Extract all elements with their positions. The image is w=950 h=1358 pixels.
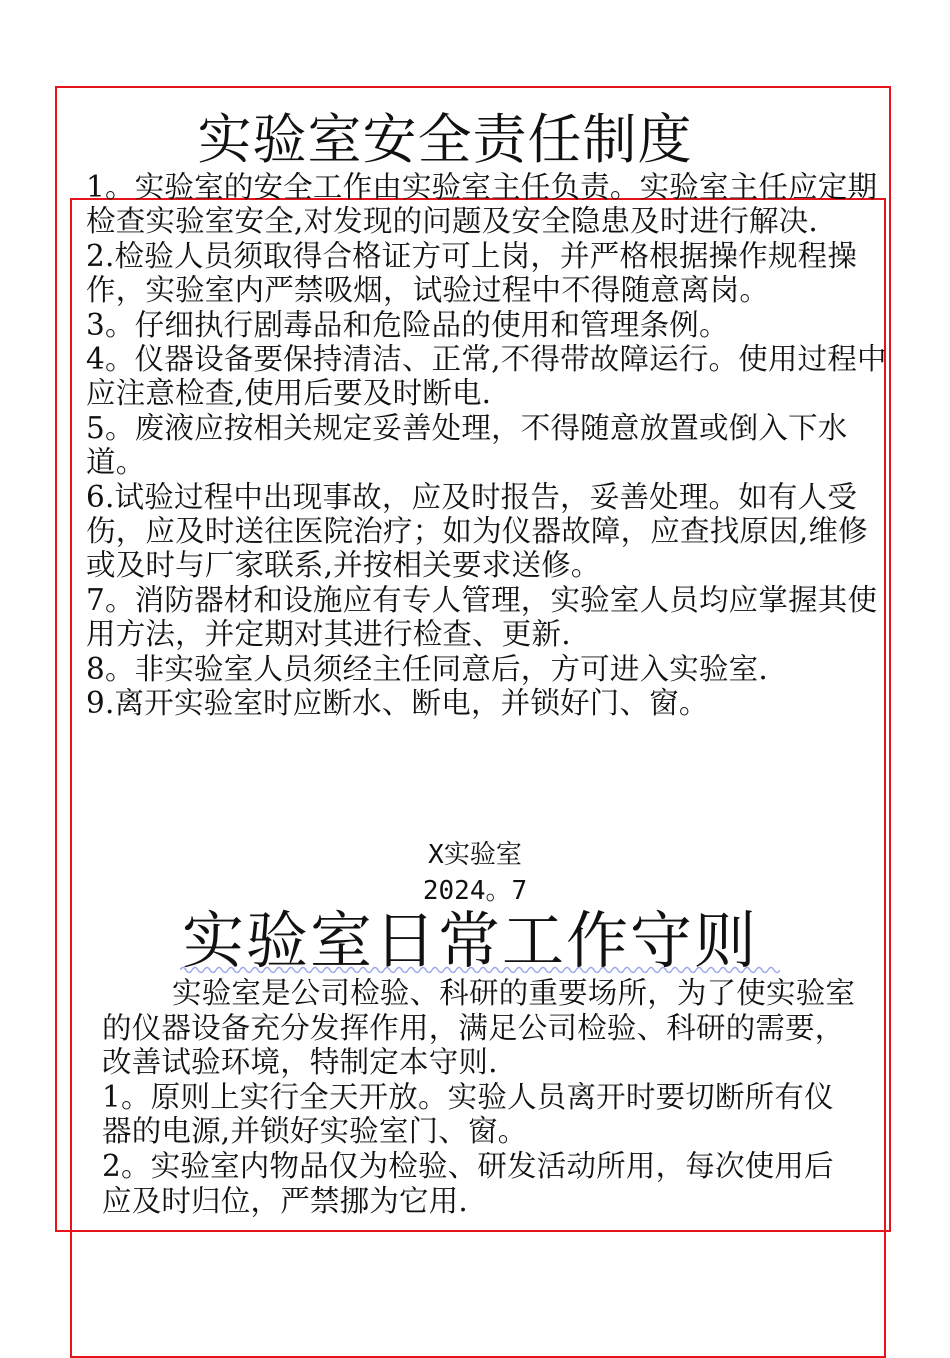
charter-item: 1。原则上实行全天开放。实验人员离开时要切断所有仪器的电源,并锁好实验室门、窗。 <box>102 1079 834 1149</box>
rule-item: 2.检验人员须取得合格证方可上岗，并严格根据操作规程操作，实验室内严禁吸烟，试验过程中不得随意离岗。 <box>86 238 858 308</box>
charter-item: 2。实验室内物品仅为检验、研发活动所用，每次使用后应及时归位，严禁挪为它用. <box>102 1148 834 1218</box>
charter-body <box>102 976 862 1218</box>
rule-item: 5。废液应按相关规定妥善处理，不得随意放置或倒入下水道。 <box>86 410 848 480</box>
rules-list <box>86 170 896 721</box>
document-title: 实验室安全责任制度 <box>197 108 693 171</box>
charter-intro: 实验室是公司检验、科研的重要场所，为了使实验室的仪器设备充分发挥作用，满足公司检验、科研的需要，改善试验环境，特制定本守则. <box>102 976 856 1080</box>
rule-item: 4。仪器设备要保持清洁、正常,不得带故障运行。使用过程中应注意检查,使用后要及时断电. <box>86 342 887 411</box>
rule-item: 9.离开实验室时应断水、断电，并锁好门、窗。 <box>86 686 709 721</box>
rule-item: 7。消防器材和设施应有专人管理，实验室人员均应掌握其使用方法，并定期对其进行检查、更新. <box>86 582 878 652</box>
rule-item: 8。非实验室人员须经主任同意后，方可进入实验室. <box>86 651 768 686</box>
rule-item: 6.试验过程中出现事故，应及时报告，妥善处理。如有人受伤，应及时送往医院治疗；如为仪器故障，应查找原因,维修或及时与厂家联系,并按相关要求送修。 <box>86 479 868 583</box>
signature-date: 2024。7 <box>422 876 528 906</box>
spellcheck-wave-underline <box>180 964 780 976</box>
rule-item: 1。实验室的安全工作由实验室主任负责。实验室主任应定期检查实验室安全,对发现的问题及安全隐患及时进行解决. <box>86 170 878 239</box>
signature-organization: X实验室 <box>428 840 522 870</box>
rule-item: 3。仔细执行剧毒品和危险品的使用和管理条例。 <box>86 307 729 342</box>
second-document-title: 实验室日常工作守则 <box>181 904 758 977</box>
